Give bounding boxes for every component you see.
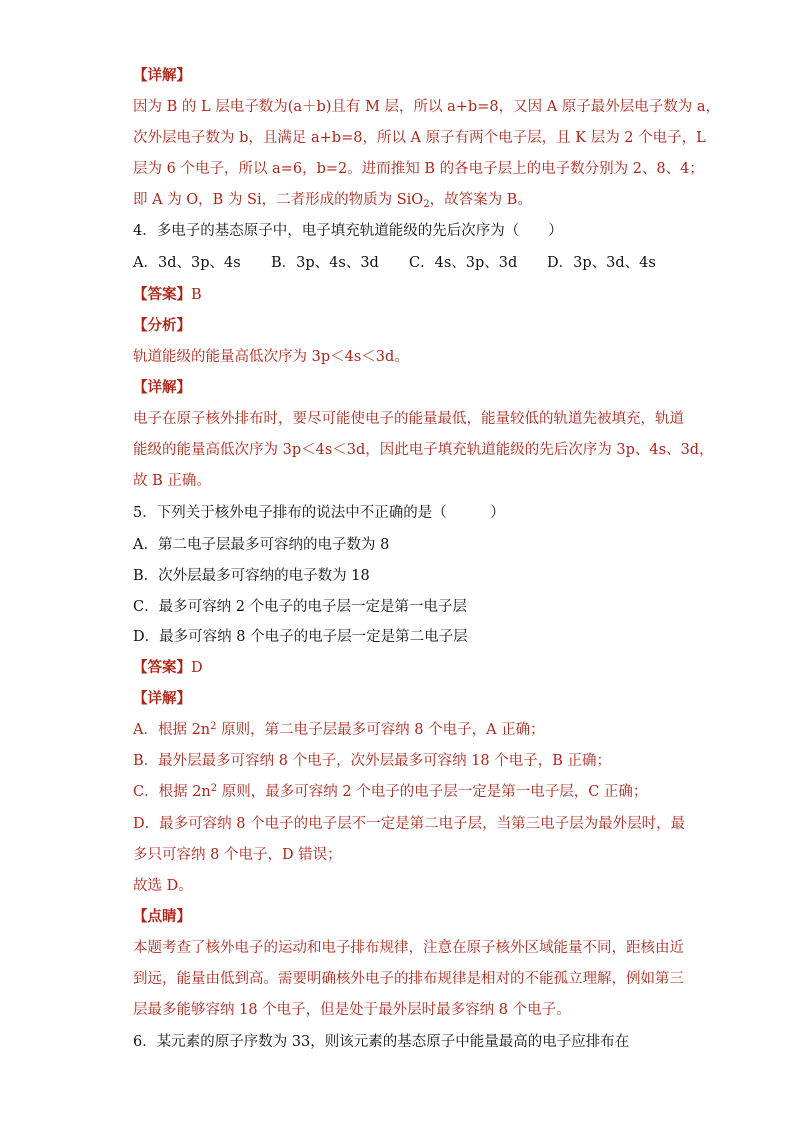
q5-option-d: D．最多可容纳 8 个电子的电子层一定是第二电子层 — [133, 629, 468, 645]
q5-option-b: B．次外层最多可容纳的电子数为 18 — [133, 568, 370, 584]
q4-detail-line-3: 故 B 正确。 — [133, 473, 211, 489]
q4-option-c: C．4s、3p、3d — [409, 255, 518, 271]
q5-conclusion: 故选 D。 — [133, 878, 193, 894]
q4-option-a: A．3d、3p、4s — [133, 255, 241, 271]
q3-detail-tag: 【详解】 — [133, 67, 191, 84]
superscript: 2 — [210, 783, 218, 794]
q5-detail-c: C．根据 $2n^2$ 原则，最多可容纳 2 个电子的电子层一定是第一电子层，C 正确； — [133, 783, 648, 800]
q5-comment-tag: 【点睛】 — [133, 908, 191, 925]
q5-comment-line-2: 到远，能量由低到高。需要明确核外电子的排布规律是相对的不能孤立理解，例如第三 — [133, 971, 684, 987]
subscript: 2 — [423, 199, 430, 210]
q4-option-b: B．3p、4s、3d — [271, 255, 379, 271]
q4-answer: 【答案】B — [133, 286, 202, 303]
q5-detail-tag: 【详解】 — [133, 690, 191, 707]
q5-comment-line-3: 层最多能够容纳 18 个电子，但是处于最外层时最多容纳 8 个电子。 — [133, 1002, 571, 1018]
q5-detail-b: B．最外层最多可容纳 8 个电子，次外层最多可容纳 18 个电子，B 正确； — [133, 753, 612, 769]
q4-detail-line-2: 能级的能量高低次序为 3p＜4s＜3d，因此电子填充轨道能级的先后次序为 3p、4s、3d， — [133, 442, 714, 458]
q5-detail-d-line-2: 多只可容纳 8 个电子，D 错误； — [133, 847, 342, 863]
q6-stem: 6．某元素的原子序数为 33，则该元素的基态原子中能量最高的电子应排布在 — [133, 1034, 630, 1050]
q5-answer: 【答案】D — [133, 659, 203, 676]
q3-detail-line-3: 层为 6 个电子，所以 a=6，b=2。进而推知 B 的各电子层上的电子数分别为 2、8、4； — [133, 161, 704, 177]
q5-option-a: A．第二电子层最多可容纳的电子数为 8 — [133, 537, 390, 553]
q4-option-d: D．3p、3d、4s — [547, 255, 656, 271]
q3-detail-line-1: 因为 B 的 L 层电子数为(a＋b)且有 M 层，所以 a+b=8，又因 A 原子最外层电子数为 a， — [133, 99, 721, 115]
q3-detail-line-2: 次外层电子数为 b，且满足 a+b=8，所以 A 原子有两个电子层，且 K 层为 2 个电子，L — [133, 130, 706, 146]
q4-options — [133, 253, 656, 273]
q5-option-c: C．最多可容纳 2 个电子的电子层一定是第一电子层 — [133, 599, 468, 615]
q4-detail-line-1: 电子在原子核外排布时，要尽可能使电子的能量最低，能量较低的轨道先被填充，轨道 — [133, 411, 684, 427]
q4-stem: 4．多电子的基态原子中，电子填充轨道能级的先后次序为（ ） — [133, 223, 563, 239]
superscript: 2 — [210, 721, 217, 732]
q5-detail-a: A．根据 $2n^2$ 原则，第二电子层最多可容纳 8 个电子，A 正确； — [133, 721, 545, 738]
q5-stem: 5．下列关于核外电子排布的说法中不正确的是（ ） — [133, 505, 505, 521]
q4-analysis: 轨道能级的能量高低次序为 3p＜4s＜3d。 — [133, 349, 409, 365]
q4-analysis-tag: 【分析】 — [133, 317, 191, 334]
q4-detail-tag: 【详解】 — [133, 379, 191, 396]
q3-detail-line-4: 即 A 为 O，B 为 Si，二者形成的物质为 SiO$_2$，故答案为 B。 — [133, 192, 532, 210]
q5-comment-line-1: 本题考查了核外电子的运动和电子排布规律，注意在原子核外区域能量不同，距核由近 — [133, 940, 684, 956]
q5-detail-d-line-1: D．最多可容纳 8 个电子的电子层不一定是第二电子层，当第三电子层为最外层时，最 — [133, 816, 686, 832]
